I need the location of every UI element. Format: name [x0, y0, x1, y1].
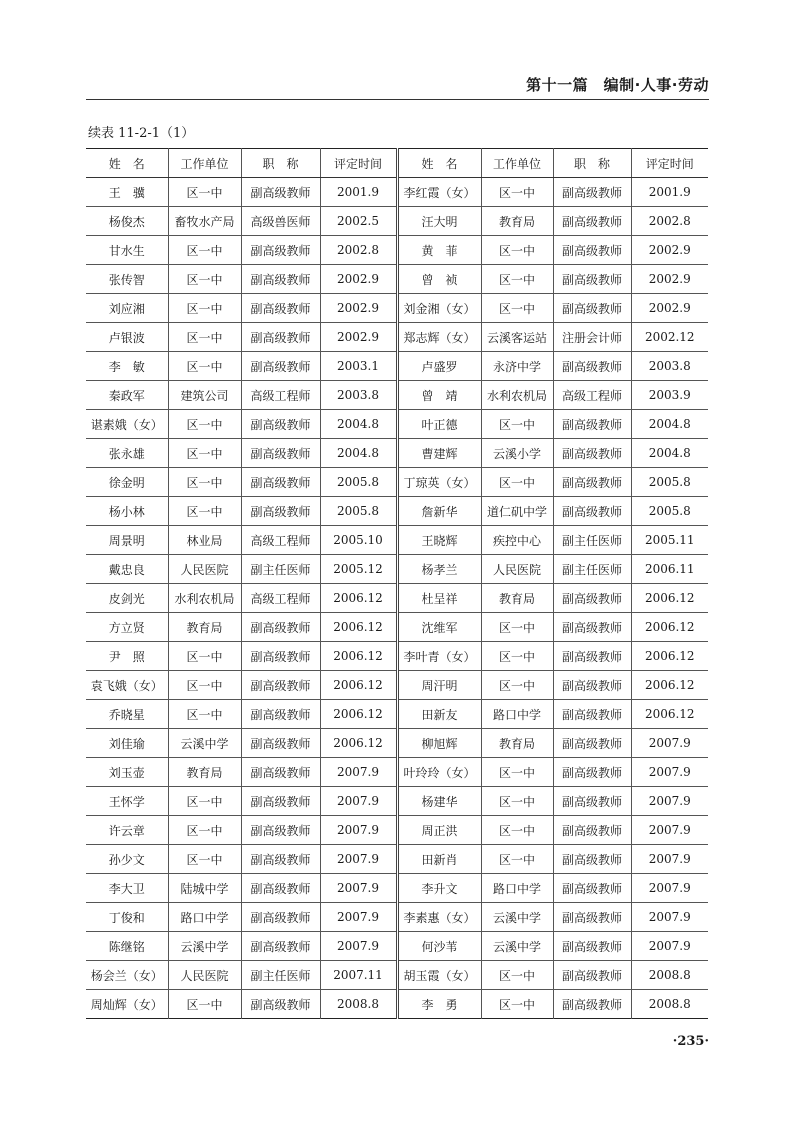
date-cell: 2003.9	[631, 381, 708, 410]
date-cell: 2007.9	[631, 845, 708, 874]
table-row	[86, 323, 708, 352]
title-cell: 副高级教师	[553, 207, 631, 236]
table-row	[86, 613, 708, 642]
date-cell: 2004.8	[320, 410, 397, 439]
title-cell: 副高级教师	[241, 642, 320, 671]
name-cell: 丁俊和	[86, 903, 168, 932]
date-cell: 2005.8	[320, 468, 397, 497]
name-cell: 杨孝兰	[397, 555, 481, 584]
table-row	[86, 961, 708, 990]
work-unit-cell: 区一中	[481, 410, 553, 439]
title-cell: 副高级教师	[241, 323, 320, 352]
date-cell: 2007.9	[631, 932, 708, 961]
name-cell: 叶正德	[397, 410, 481, 439]
work-unit-cell: 区一中	[481, 178, 553, 207]
date-cell: 2002.9	[631, 236, 708, 265]
work-unit-cell: 永济中学	[481, 352, 553, 381]
column-header: 工作单位	[481, 149, 553, 178]
title-cell: 高级工程师	[553, 381, 631, 410]
title-cell: 副高级教师	[241, 410, 320, 439]
date-cell: 2004.8	[631, 410, 708, 439]
name-cell: 刘应湘	[86, 294, 168, 323]
title-cell: 副高级教师	[553, 787, 631, 816]
table-body	[86, 178, 708, 1019]
title-cell: 副高级教师	[241, 700, 320, 729]
date-cell: 2006.12	[320, 671, 397, 700]
work-unit-cell: 路口中学	[481, 874, 553, 903]
date-cell: 2007.11	[320, 961, 397, 990]
name-cell: 李大卫	[86, 874, 168, 903]
work-unit-cell: 区一中	[481, 236, 553, 265]
title-cell: 副高级教师	[553, 758, 631, 787]
table-row	[86, 584, 708, 613]
title-cell: 副高级教师	[553, 671, 631, 700]
work-unit-cell: 云溪中学	[481, 903, 553, 932]
date-cell: 2007.9	[631, 729, 708, 758]
name-cell: 李叶青（女）	[397, 642, 481, 671]
name-cell: 王怀学	[86, 787, 168, 816]
date-cell: 2002.8	[320, 236, 397, 265]
table-row	[86, 787, 708, 816]
table-row	[86, 381, 708, 410]
work-unit-cell: 区一中	[168, 671, 241, 700]
date-cell: 2005.10	[320, 526, 397, 555]
title-cell: 副高级教师	[241, 990, 320, 1019]
name-cell: 陈继铭	[86, 932, 168, 961]
work-unit-cell: 云溪中学	[481, 932, 553, 961]
table-row	[86, 497, 708, 526]
work-unit-cell: 区一中	[168, 845, 241, 874]
date-cell: 2006.12	[631, 642, 708, 671]
work-unit-cell: 区一中	[168, 410, 241, 439]
date-cell: 2005.8	[631, 497, 708, 526]
work-unit-cell: 云溪客运站	[481, 323, 553, 352]
name-cell: 黄 菲	[397, 236, 481, 265]
date-cell: 2006.12	[320, 700, 397, 729]
column-header: 姓 名	[86, 149, 168, 178]
date-cell: 2007.9	[320, 758, 397, 787]
work-unit-cell: 水利农机局	[168, 584, 241, 613]
name-cell: 许云章	[86, 816, 168, 845]
title-cell: 副高级教师	[241, 497, 320, 526]
work-unit-cell: 区一中	[168, 816, 241, 845]
table-row	[86, 555, 708, 584]
name-cell: 秦政军	[86, 381, 168, 410]
title-cell: 高级兽医师	[241, 207, 320, 236]
column-header: 职 称	[553, 149, 631, 178]
work-unit-cell: 路口中学	[481, 700, 553, 729]
table-caption: 续表 11-2-1（1）	[88, 126, 195, 141]
work-unit-cell: 教育局	[481, 729, 553, 758]
title-cell: 高级工程师	[241, 381, 320, 410]
date-cell: 2002.9	[320, 294, 397, 323]
work-unit-cell: 道仁矶中学	[481, 497, 553, 526]
title-cell: 副高级教师	[553, 236, 631, 265]
date-cell: 2004.8	[320, 439, 397, 468]
date-cell: 2006.12	[631, 584, 708, 613]
work-unit-cell: 区一中	[481, 671, 553, 700]
name-cell: 王晓辉	[397, 526, 481, 555]
page-number: ·235·	[672, 1034, 709, 1049]
work-unit-cell: 区一中	[481, 758, 553, 787]
work-unit-cell: 区一中	[481, 613, 553, 642]
column-header: 姓 名	[397, 149, 481, 178]
date-cell: 2008.8	[631, 990, 708, 1019]
name-cell: 周灿辉（女）	[90, 997, 163, 1012]
name-cell: 甘水生	[86, 236, 168, 265]
name-cell: 杨俊杰	[86, 207, 168, 236]
name-cell: 詹新华	[397, 497, 481, 526]
work-unit-cell: 路口中学	[168, 903, 241, 932]
header-rule	[86, 99, 709, 100]
title-cell: 副高级教师	[241, 932, 320, 961]
work-unit-cell: 疾控中心	[481, 526, 553, 555]
title-cell: 副高级教师	[241, 671, 320, 700]
work-unit-cell: 区一中	[481, 990, 553, 1019]
title-cell: 副高级教师	[241, 729, 320, 758]
name-cell: 郑志辉（女）	[397, 323, 481, 352]
work-unit-cell: 区一中	[168, 990, 241, 1019]
date-cell: 2006.12	[320, 729, 397, 758]
date-cell: 2007.9	[320, 932, 397, 961]
work-unit-cell: 区一中	[168, 497, 241, 526]
table-row	[86, 932, 708, 961]
personnel-table	[86, 148, 708, 1019]
name-cell: 王 骥	[86, 178, 168, 207]
work-unit-cell: 云溪中学	[168, 729, 241, 758]
work-unit-cell: 人民医院	[168, 555, 241, 584]
date-cell: 2006.12	[631, 613, 708, 642]
name-cell: 李红霞（女）	[397, 178, 481, 207]
name-cell: 李素惠（女）	[397, 903, 481, 932]
table-row	[86, 729, 708, 758]
work-unit-cell: 区一中	[168, 700, 241, 729]
name-cell: 方立贤	[86, 613, 168, 642]
title-cell: 副高级教师	[241, 468, 320, 497]
name-cell: 谌素娥（女）	[86, 410, 168, 439]
title-cell: 副高级教师	[553, 816, 631, 845]
work-unit-cell: 区一中	[481, 265, 553, 294]
table-row	[86, 903, 708, 932]
name-cell: 何沙苇	[397, 932, 481, 961]
work-unit-cell: 教育局	[168, 613, 241, 642]
column-header: 工作单位	[168, 149, 241, 178]
title-cell: 副高级教师	[553, 729, 631, 758]
title-cell: 副高级教师	[241, 903, 320, 932]
name-cell: 杜呈祥	[397, 584, 481, 613]
date-cell: 2003.1	[320, 352, 397, 381]
name-cell: 李升文	[397, 874, 481, 903]
table-row	[86, 526, 708, 555]
date-cell: 2007.9	[631, 903, 708, 932]
title-cell: 副高级教师	[553, 265, 631, 294]
title-cell: 副高级教师	[241, 874, 320, 903]
name-cell: 刘金湘（女）	[397, 294, 481, 323]
work-unit-cell: 建筑公司	[168, 381, 241, 410]
date-cell: 2007.9	[631, 816, 708, 845]
name-cell: 杨建华	[397, 787, 481, 816]
column-header: 职 称	[241, 149, 320, 178]
work-unit-cell: 区一中	[481, 961, 553, 990]
title-cell: 副高级教师	[553, 700, 631, 729]
date-cell: 2001.9	[320, 178, 397, 207]
date-cell: 2007.9	[631, 758, 708, 787]
work-unit-cell: 区一中	[481, 642, 553, 671]
date-cell: 2006.12	[631, 700, 708, 729]
name-cell: 田新友	[397, 700, 481, 729]
name-cell: 曾 祯	[397, 265, 481, 294]
date-cell: 2005.8	[631, 468, 708, 497]
date-cell: 2007.9	[320, 845, 397, 874]
name-cell: 柳旭辉	[397, 729, 481, 758]
table-row	[86, 294, 708, 323]
title-cell: 副高级教师	[553, 468, 631, 497]
work-unit-cell: 区一中	[168, 642, 241, 671]
work-unit-cell: 区一中	[481, 294, 553, 323]
title-cell: 高级工程师	[241, 526, 320, 555]
name-cell: 卢银波	[86, 323, 168, 352]
title-cell: 副高级教师	[553, 178, 631, 207]
date-cell: 2001.9	[631, 178, 708, 207]
date-cell: 2007.9	[320, 787, 397, 816]
name-cell: 李 敏	[86, 352, 168, 381]
table-row	[86, 236, 708, 265]
date-cell: 2006.12	[631, 671, 708, 700]
work-unit-cell: 区一中	[168, 236, 241, 265]
work-unit-cell: 陆城中学	[168, 874, 241, 903]
date-cell: 2005.12	[320, 555, 397, 584]
column-header: 评定时间	[320, 149, 397, 178]
table-row	[86, 642, 708, 671]
table-row	[86, 352, 708, 381]
date-cell: 2002.12	[631, 323, 708, 352]
name-cell: 叶玲玲（女）	[397, 758, 481, 787]
title-cell: 副高级教师	[241, 845, 320, 874]
work-unit-cell: 水利农机局	[481, 381, 553, 410]
name-cell: 孙少文	[86, 845, 168, 874]
title-cell: 副高级教师	[553, 584, 631, 613]
name-cell: 刘佳瑜	[86, 729, 168, 758]
table-row	[86, 700, 708, 729]
title-cell: 副高级教师	[241, 265, 320, 294]
date-cell: 2008.8	[320, 990, 397, 1019]
work-unit-cell: 教育局	[481, 207, 553, 236]
title-cell: 注册会计师	[553, 323, 631, 352]
work-unit-cell: 区一中	[168, 294, 241, 323]
column-header: 评定时间	[631, 149, 708, 178]
date-cell: 2006.11	[631, 555, 708, 584]
title-cell: 副高级教师	[241, 758, 320, 787]
name-cell: 皮剑光	[86, 584, 168, 613]
work-unit-cell: 区一中	[481, 845, 553, 874]
date-cell: 2006.12	[320, 613, 397, 642]
table-row	[86, 874, 708, 903]
title-cell: 副高级教师	[553, 439, 631, 468]
work-unit-cell: 区一中	[168, 265, 241, 294]
name-cell: 卢盛罗	[397, 352, 481, 381]
name-cell: 刘玉壶	[86, 758, 168, 787]
work-unit-cell: 畜牧水产局	[168, 207, 241, 236]
title-cell: 副高级教师	[241, 439, 320, 468]
work-unit-cell: 云溪中学	[168, 932, 241, 961]
name-cell: 徐金明	[86, 468, 168, 497]
name-cell: 汪大明	[397, 207, 481, 236]
title-cell: 副高级教师	[553, 410, 631, 439]
name-cell: 胡玉霞（女）	[397, 961, 481, 990]
date-cell: 2002.9	[631, 294, 708, 323]
date-cell: 2002.5	[320, 207, 397, 236]
table-header-row	[86, 149, 708, 178]
title-cell: 副高级教师	[553, 497, 631, 526]
title-cell: 副高级教师	[553, 874, 631, 903]
title-cell: 副主任医师	[553, 555, 631, 584]
name-cell: 杨小林	[86, 497, 168, 526]
table-row	[86, 758, 708, 787]
title-cell: 副高级教师	[553, 352, 631, 381]
work-unit-cell: 区一中	[168, 323, 241, 352]
table-row	[86, 816, 708, 845]
work-unit-cell: 林业局	[168, 526, 241, 555]
work-unit-cell: 区一中	[168, 178, 241, 207]
date-cell: 2003.8	[631, 352, 708, 381]
title-cell: 副主任医师	[553, 526, 631, 555]
date-cell: 2007.9	[320, 874, 397, 903]
title-cell: 副高级教师	[553, 642, 631, 671]
table-row	[86, 265, 708, 294]
title-cell: 副高级教师	[553, 932, 631, 961]
date-cell: 2003.8	[320, 381, 397, 410]
running-header-title: 第十一篇 编制·人事·劳动	[526, 76, 709, 94]
date-cell: 2005.11	[631, 526, 708, 555]
name-cell: 张传智	[86, 265, 168, 294]
work-unit-cell: 区一中	[481, 816, 553, 845]
date-cell: 2005.8	[320, 497, 397, 526]
name-cell: 戴忠良	[86, 555, 168, 584]
name-cell: 曹建辉	[397, 439, 481, 468]
name-cell: 周正洪	[397, 816, 481, 845]
table-row	[86, 468, 708, 497]
title-cell: 高级工程师	[241, 584, 320, 613]
title-cell: 副高级教师	[553, 294, 631, 323]
work-unit-cell: 人民医院	[168, 961, 241, 990]
date-cell: 2002.8	[631, 207, 708, 236]
name-cell: 周汗明	[397, 671, 481, 700]
name-cell: 曾 靖	[397, 381, 481, 410]
work-unit-cell: 区一中	[168, 468, 241, 497]
name-cell: 李 勇	[397, 990, 481, 1019]
work-unit-cell: 区一中	[168, 352, 241, 381]
date-cell: 2006.12	[320, 584, 397, 613]
work-unit-cell: 区一中	[481, 468, 553, 497]
title-cell: 副主任医师	[241, 961, 320, 990]
title-cell: 副高级教师	[241, 178, 320, 207]
name-cell: 尹 照	[86, 642, 168, 671]
name-cell: 乔晓星	[86, 700, 168, 729]
title-cell: 副高级教师	[553, 845, 631, 874]
name-cell: 丁琼英（女）	[397, 468, 481, 497]
title-cell: 副主任医师	[241, 555, 320, 584]
name-cell: 杨会兰（女）	[86, 961, 168, 990]
title-cell: 副高级教师	[553, 990, 631, 1019]
table-row	[86, 671, 708, 700]
work-unit-cell: 人民医院	[481, 555, 553, 584]
date-cell: 2007.9	[631, 874, 708, 903]
name-cell: 张永雄	[86, 439, 168, 468]
title-cell: 副高级教师	[241, 294, 320, 323]
table-row	[86, 439, 708, 468]
date-cell: 2007.9	[631, 787, 708, 816]
work-unit-cell: 教育局	[168, 758, 241, 787]
date-cell: 2002.9	[320, 323, 397, 352]
date-cell: 2002.9	[631, 265, 708, 294]
table-row	[86, 990, 708, 1019]
name-cell: 周景明	[86, 526, 168, 555]
title-cell: 副高级教师	[241, 352, 320, 381]
work-unit-cell: 区一中	[168, 439, 241, 468]
name-cell: 沈维军	[397, 613, 481, 642]
date-cell: 2007.9	[320, 903, 397, 932]
work-unit-cell: 教育局	[481, 584, 553, 613]
title-cell: 副高级教师	[241, 613, 320, 642]
name-cell: 袁飞娥（女）	[86, 671, 168, 700]
title-cell: 副高级教师	[241, 816, 320, 845]
work-unit-cell: 区一中	[168, 787, 241, 816]
table-row	[86, 410, 708, 439]
table-row	[86, 207, 708, 236]
date-cell: 2008.8	[631, 961, 708, 990]
title-cell: 副高级教师	[553, 961, 631, 990]
title-cell: 副高级教师	[553, 613, 631, 642]
date-cell: 2006.12	[320, 642, 397, 671]
title-cell: 副高级教师	[241, 236, 320, 265]
date-cell: 2004.8	[631, 439, 708, 468]
date-cell: 2002.9	[320, 265, 397, 294]
work-unit-cell: 云溪小学	[481, 439, 553, 468]
table-row	[86, 845, 708, 874]
date-cell: 2007.9	[320, 816, 397, 845]
name-cell: 田新肖	[397, 845, 481, 874]
table-row	[86, 178, 708, 207]
title-cell: 副高级教师	[553, 903, 631, 932]
work-unit-cell: 区一中	[481, 787, 553, 816]
title-cell: 副高级教师	[241, 787, 320, 816]
